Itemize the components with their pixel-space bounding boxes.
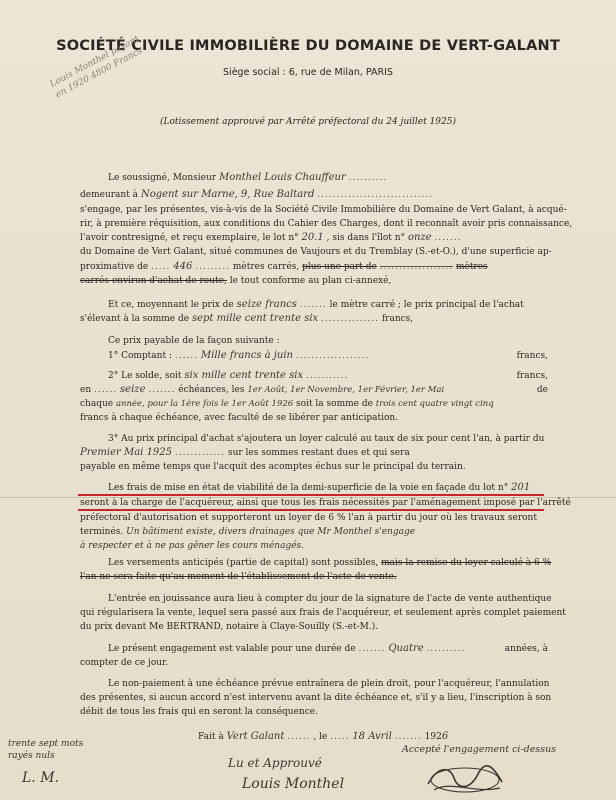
dots: .............................. <box>317 190 434 200</box>
handwritten-year: 6 <box>441 731 449 742</box>
handwritten-clause: à respecter et à ne pas gêner les cours ménagés. <box>80 541 305 551</box>
text: mètres carrés, <box>232 262 300 272</box>
text: francs, <box>381 314 414 324</box>
body-line: seront à la charge de l'acquéreur, ainsi que tous les frais nécessités par l'aménagement imposé par l'arrêté <box>80 498 571 508</box>
line-signed-at <box>198 731 448 743</box>
line-road <box>80 275 391 287</box>
text: soit la somme de <box>296 399 373 409</box>
dots: ....... <box>394 732 422 742</box>
body-line: 3° Au prix principal d'achat s'ajoutera un loyer calculé au taux de six pour cent l'an, à partir du <box>108 434 545 444</box>
text: terminés. <box>80 527 124 537</box>
dots: ............... <box>321 314 379 324</box>
left-margin-note: trente sept mots rayés nuls <box>8 739 84 761</box>
text: Les versements anticipés (partie de capital) sont possibles, <box>108 558 379 568</box>
handwritten-duration: Quatre <box>388 643 424 654</box>
text: de <box>536 385 548 395</box>
handwritten-lot-ref: 201 <box>511 482 531 493</box>
company-signature-flourish <box>420 760 510 796</box>
handwritten-dates: 1er Août, 1er Novembre, 1er Février, 1er Mai <box>247 385 445 395</box>
handwritten-price: seize francs <box>236 299 297 310</box>
dots: ...... <box>94 385 118 395</box>
body-line: s'engage, par les présentes, vis-à-vis de la Société Civile Immobilière du Domaine de Vert Galant, à acqué- <box>80 205 567 215</box>
dots: ..... <box>151 262 171 272</box>
text: francs, <box>516 371 548 381</box>
line-costs <box>108 482 530 494</box>
line-area <box>80 261 488 273</box>
dots: ....... <box>148 385 176 395</box>
handwritten-first-date: année, pour la 1ère fois le 1er Août 1926 <box>115 399 294 409</box>
line-handwritten-clause <box>80 526 415 538</box>
body-line: débit de tous les frais qui en seront la conséquence. <box>80 707 318 717</box>
dots: ........... <box>306 371 349 381</box>
dots: .......... <box>348 173 388 183</box>
text: Les frais de mise en état de viabilité de la demi-superficie de la voie en façade du lot n° <box>108 483 509 493</box>
body-line: francs à chaque échéance, avec faculté de se libérer par anticipation. <box>80 413 399 423</box>
dots: ............. <box>174 448 226 458</box>
handwritten-count: seize <box>120 384 146 395</box>
text: chaque <box>80 399 114 409</box>
line-balance <box>108 370 548 382</box>
text: francs, <box>516 351 548 361</box>
text: demeurant à <box>80 190 139 200</box>
text: Et ce, moyennant le prix de <box>108 300 234 310</box>
handwritten-block-number: onze <box>407 232 432 243</box>
handwritten-installment: trois cent quatre vingt cinq <box>375 399 494 409</box>
text: Le présent engagement est valable pour une durée de <box>108 644 356 654</box>
red-underline <box>78 494 544 496</box>
line-undersigned <box>108 172 387 184</box>
text: le tout conforme au plan ci-annexé, <box>229 276 392 286</box>
handwritten-date: 18 Avril <box>352 731 392 742</box>
margin-pencil-note: Louis Monthel payant en 1920 4800 Francs <box>48 34 145 101</box>
line-each <box>80 398 494 410</box>
line-lot <box>80 232 462 244</box>
struck-text: plus une part de <box>302 262 377 272</box>
head-office: Siège social : 6, rue de Milan, PARIS <box>223 67 393 78</box>
struck-text: carrés environ d'achat de route, <box>80 276 227 286</box>
body-line: qui régularisera la vente, lequel sera passé aux frais de l'acquéreur, et seulement après complet paiement <box>80 608 566 618</box>
dots: ....... <box>358 644 386 654</box>
text: 192 <box>424 732 442 742</box>
dots: ....... <box>434 233 462 243</box>
dots: ...... <box>287 732 311 742</box>
text: Le soussigné, Monsieur <box>108 173 217 183</box>
text: échéances, les <box>178 385 245 395</box>
handwritten-lot-number: 20.1 <box>301 232 324 243</box>
dots: ...... <box>174 351 199 361</box>
body-line: Le non-paiement à une échéance prévue entraînera de plein droit, pour l'acquéreur, l'annulation <box>108 679 550 689</box>
text: l'avoir contresigné, et reçu exemplaire, le lot n° <box>80 233 299 243</box>
body-line: rir, à première réquisition, aux conditions du Cahier des Charges, dont il reconnaît avoir pris connaissance, <box>80 219 573 229</box>
handwritten-cash: Mille francs à juin <box>200 350 293 361</box>
handwritten-total: sept mille cent trente six <box>191 313 319 324</box>
body-line: compter de ce jour. <box>80 658 169 668</box>
text: sur les sommes restant dues et qui sera <box>227 448 410 458</box>
red-underline <box>78 509 544 511</box>
text: en <box>80 385 92 395</box>
dots: ......... <box>195 262 230 272</box>
dots: ................... <box>379 262 454 272</box>
text: le mètre carré ; le prix principal de l'achat <box>329 300 524 310</box>
body-line: Ce prix payable de la façon suivante : <box>108 336 280 346</box>
handwritten-area: 446 <box>173 261 193 272</box>
body-line: du prix devant Me BERTRAND, notaire à Claye-Souilly (S.-et-M.). <box>80 622 379 632</box>
dots: ................... <box>295 351 370 361</box>
text: , le <box>313 732 328 742</box>
text: 1° Comptant : <box>108 351 172 361</box>
text: années, à <box>504 644 548 654</box>
company-title: SOCIÉTÉ CIVILE IMMOBILIÈRE DU DOMAINE DE VERT-GALANT <box>56 38 560 54</box>
struck-text: mais la remise du loyer calculé à 6 % <box>381 558 552 568</box>
dots: ..... <box>330 732 350 742</box>
handwritten-address: Nogent sur Marne, 9, Rue Baltard <box>140 189 315 200</box>
line-advance <box>108 557 551 569</box>
line-price <box>108 299 524 311</box>
struck-text: mètres <box>455 262 488 272</box>
approval-note: (Lotissement approuvé par Arrêté préfectoral du 24 juillet 1925) <box>159 117 456 127</box>
text: s'élevant à la somme de <box>80 314 190 324</box>
read-and-approved: Lu et Approuvé <box>228 756 322 770</box>
handwritten-balance: six mille cent trente six <box>184 370 304 381</box>
line-handwritten-clause-2 <box>80 540 304 552</box>
handwritten-place: Vert Galant <box>226 731 285 742</box>
line-installments <box>80 384 548 396</box>
line-rent-start <box>80 447 410 459</box>
handwritten-rent-start: Premier Mai 1925 <box>80 447 173 458</box>
struck-line: l'an ne sera faite qu'au moment de l'établissement de l'acte de vente. <box>80 572 397 582</box>
body-line: des présentes, si aucun accord n'est intervenu avant la dite échéance et, s'il y a lieu, l'inscription à son <box>80 693 552 703</box>
line-cash <box>108 350 548 362</box>
accepted-note: Accepté l'engagement ci-dessus <box>402 744 557 755</box>
line-validity <box>108 643 548 655</box>
body-line: préfectoral d'autorisation et supporteront un loyer de 6 % l'an à partir du jour où les travaux seront <box>80 513 537 523</box>
handwritten-clause: Un bâtiment existe, divers drainages que Mr Monthel s'engage <box>126 527 416 537</box>
text: 2° Le solde, soit <box>108 371 182 381</box>
text: Fait à <box>198 732 224 742</box>
dots: .......... <box>426 644 466 654</box>
dots: ....... <box>299 300 327 310</box>
line-address <box>80 189 433 201</box>
text: proximative de <box>80 262 149 272</box>
line-total <box>80 313 413 325</box>
handwritten-name: Monthel Louis Chauffeur <box>218 172 346 183</box>
text: , sis dans l'îlot n° <box>326 233 406 243</box>
buyer-signature: Louis Monthel <box>242 776 345 792</box>
body-line: payable en même temps que l'acquit des acomptes échus sur le principal du terrain. <box>80 462 466 472</box>
body-line: L'entrée en jouissance aura lieu à compter du jour de la signature de l'acte de vente authentique <box>108 594 552 604</box>
left-initials: L. M. <box>22 770 59 786</box>
body-line: du Domaine de Vert Galant, situé communes de Vaujours et du Tremblay (S.-et-O.), d'une superficie ap- <box>80 247 552 257</box>
